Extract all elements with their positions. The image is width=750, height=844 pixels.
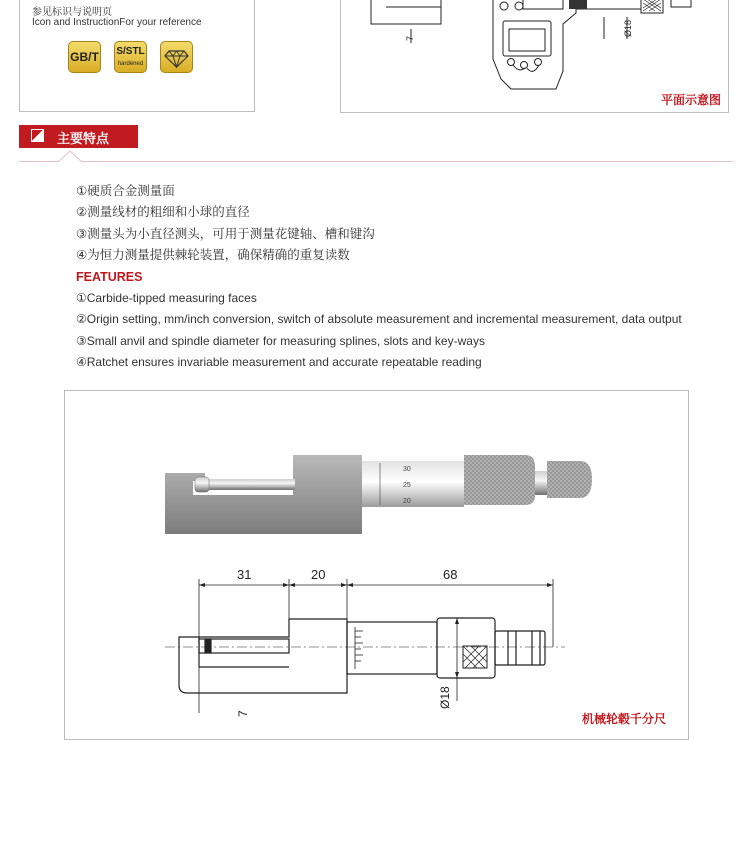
feature-cn-3: ③测量头为小直径测头，可用于测量花键轴、槽和键沟 xyxy=(76,226,375,241)
icon-panel-title-en: Icon and InstructionFor your reference xyxy=(32,17,202,28)
sstl-hardened-badge: S/STL hardened xyxy=(114,41,147,73)
icon-reference-panel xyxy=(19,0,255,112)
feature-cn-1: ①硬质合金测量面 xyxy=(76,184,175,198)
feature-en-1: ①Carbide-tipped measuring faces xyxy=(76,290,257,305)
diamond-icon xyxy=(160,41,193,73)
thimble-scale-20: 20 xyxy=(403,498,411,505)
feature-en-4: ④Ratchet ensures invariable measurement and accurate repeatable reading xyxy=(76,355,482,370)
dim-68: 68 xyxy=(443,567,458,582)
feature-en-3: ③Small anvil and spindle diameter for measuring splines, slots and key-ways xyxy=(76,333,485,348)
dim-31: 31 xyxy=(237,567,252,582)
dim-diameter-18: Ø18 xyxy=(438,686,452,709)
product-figure-panel xyxy=(64,390,689,740)
features-list xyxy=(76,181,736,374)
features-heading: FEATURES xyxy=(76,269,143,284)
dim-anvil-7: 7 xyxy=(236,710,250,717)
plan-dim-diameter: Ø18 xyxy=(623,19,633,37)
feature-cn-2: ②测量线材的粗细和小球的直径 xyxy=(76,205,250,220)
section-divider xyxy=(19,161,733,162)
plan-dim-anvil: 7 xyxy=(405,35,415,41)
plan-diagram-panel xyxy=(340,0,729,113)
section-title: 主要特点 xyxy=(57,131,110,146)
section-notch-icon xyxy=(58,150,84,163)
gbt-badge: GB/T xyxy=(68,41,101,73)
product-figure-caption: 机械轮毂千分尺 xyxy=(581,712,666,726)
thimble-scale-25: 25 xyxy=(403,482,411,489)
corner-triangle-icon xyxy=(31,129,44,142)
dimension-drawing xyxy=(65,391,690,741)
section-header xyxy=(19,125,138,148)
thimble-scale-30: 30 xyxy=(403,466,411,473)
feature-en-2: ②Origin setting, mm/inch conversion, switch of absolute measurement and incremental measurement, data output xyxy=(76,312,682,327)
dim-20: 20 xyxy=(311,567,326,582)
feature-cn-4: ④为恒力测量提供棘轮装置，确保精确的重复读数 xyxy=(76,248,350,263)
plan-diagram-caption: 平面示意图 xyxy=(660,93,721,107)
icon-panel-title-cn: 参见标识与说明页 xyxy=(32,7,112,18)
